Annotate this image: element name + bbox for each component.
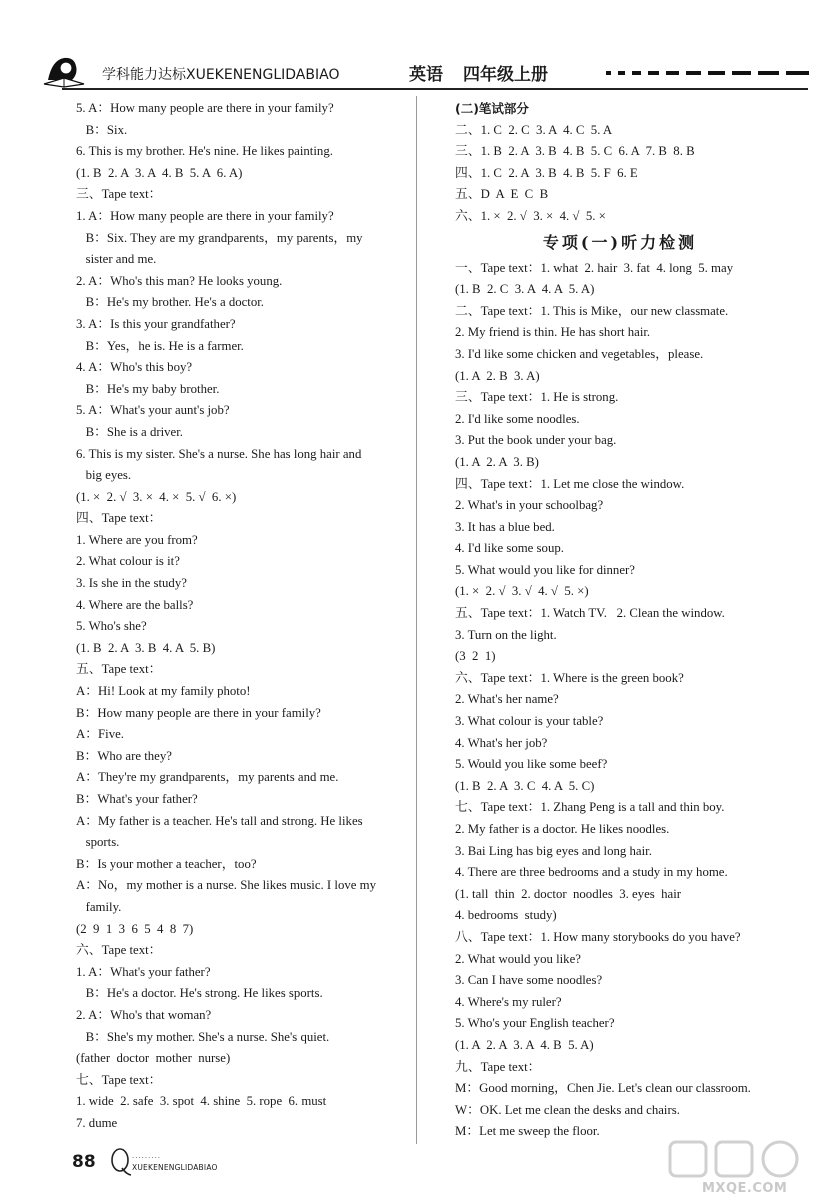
answer-line: W：OK. Let me clean the desks and chairs. [455, 1102, 680, 1117]
answer-line: B：He's my baby brother. [76, 381, 220, 396]
answer-line: 5. Would you like some beef? [455, 757, 608, 772]
answer-line: 4. A：Who's this boy? [76, 360, 193, 375]
answer-line: 5. A：How many people are there in your family? [76, 101, 334, 115]
answer-line: 2. My father is a doctor. He likes noodles. [455, 822, 670, 836]
answer-line: 6. This is my brother. He's nine. He likes painting. [76, 144, 333, 159]
answer-line: A：Five. [76, 727, 124, 742]
answer-line: 三、Tape text：1. He is strong. [455, 390, 619, 405]
answer-line: 6. This is my sister. She's a nurse. She has long hair and [76, 446, 362, 461]
answer-line: 2. My friend is thin. He has short hair. [455, 325, 651, 340]
answer-line: 八、Tape text：1. How many storybooks do you have? [455, 929, 741, 944]
answer-line: A：No，my mother is a nurse. She likes music. I love my [76, 878, 376, 893]
header-dash-ornament [606, 66, 809, 80]
answer-line: B：She's my mother. She's a nurse. She's quiet. [76, 1029, 330, 1044]
column-divider [416, 96, 417, 1144]
answer-line: 九、Tape text： [455, 1059, 541, 1074]
answer-line: (3 2 1) [455, 649, 496, 664]
answer-line: 7. dume [76, 1115, 118, 1130]
answer-line: B：He's my brother. He's a doctor. [76, 295, 265, 310]
answer-line: M：Let me sweep the floor. [455, 1124, 600, 1139]
answer-line: 5. A：What's your aunt's job? [76, 403, 230, 418]
answer-line: 四、Tape text：1. Let me close the window. [455, 476, 685, 491]
section-heading: (二)笔试部分 [455, 101, 529, 116]
right-answer-column [455, 98, 785, 1143]
answer-line: A：Hi! Look at my family photo! [76, 684, 251, 699]
answer-line: 3. A：Is this your grandfather? [76, 316, 236, 331]
answer-line: (1. B 2. A 3. A 4. B 5. A 6. A) [76, 165, 243, 180]
answer-line: family. [76, 899, 122, 914]
answer-line: 4. Where are the balls? [76, 597, 194, 612]
answer-line: 三、1. B 2. A 3. B 4. B 5. C 6. A 7. B 8. B [455, 144, 695, 159]
watermark-url: MXQE.COM [702, 1181, 788, 1196]
answer-line: (2 9 1 3 6 5 4 8 7) [76, 921, 194, 936]
answer-line: 1. Where are you from? [76, 532, 198, 547]
answer-line: 1. A：What's your father? [76, 964, 211, 979]
answer-line: M：Good morning，Chen Jie. Let's clean our classroom. [455, 1081, 751, 1096]
answer-line: 2. What's in your schoolbag? [455, 498, 604, 513]
answer-line: (1. × 2. √ 3. × 4. × 5. √ 6. ×) [76, 489, 237, 504]
header-rule [62, 88, 808, 90]
grade-label: 四年级上册 [463, 65, 548, 85]
answer-line: 一、Tape text：1. what 2. hair 3. fat 4. long 5. may [455, 260, 734, 275]
answer-line: 七、Tape text：1. Zhang Peng is a tall and thin boy. [455, 800, 725, 815]
answer-line: 4. Where's my ruler? [455, 994, 562, 1009]
answer-line: 1. wide 2. safe 3. spot 4. shine 5. rope 6. must [76, 1094, 327, 1109]
answer-line: 四、1. C 2. A 3. B 4. B 5. F 6. E [455, 165, 638, 180]
answer-line: 2. A：Who's this man? He looks young. [76, 273, 283, 288]
subject-label: 英语 [409, 65, 443, 85]
left-answer-column [76, 98, 402, 1135]
brand-title: 学科能力达标XUEKENENGLIDABIAO [102, 67, 340, 83]
answer-line: 2. I'd like some noodles. [455, 411, 580, 426]
answer-line: 2. A：Who's that woman? [76, 1007, 212, 1022]
answer-line: big eyes. [76, 468, 132, 483]
answer-line: sister and me. [76, 252, 157, 267]
answer-line: 二、Tape text：1. This is Mike，our new classmate. [455, 303, 729, 318]
answer-line: 五、Tape text：1. Watch TV. 2. Clean the window. [455, 606, 725, 621]
reading-girl-logo-icon [42, 50, 86, 88]
answer-line: B：How many people are there in your family? [76, 705, 321, 720]
answer-line: B：Six. They are my grandparents，my parents，my [76, 230, 363, 245]
answer-line: B：Six. [76, 122, 128, 137]
answer-line: 六、1. × 2. √ 3. × 4. √ 5. × [455, 208, 606, 223]
answer-line: 2. What would you like? [455, 951, 581, 966]
answer-line: (1. A 2. A 3. A 4. B 5. A) [455, 1037, 594, 1052]
answer-line: 六、Tape text： [76, 943, 162, 958]
answer-line: 二、1. C 2. C 3. A 4. C 5. A [455, 122, 613, 137]
footer-dots: ········· [132, 1154, 162, 1162]
answer-line: 4. What's her job? [455, 735, 548, 750]
answer-line: 2. What's her name? [455, 692, 559, 707]
answer-line: 五、D A E C B [455, 187, 549, 202]
answer-line: 3. It has a blue bed. [455, 519, 555, 534]
answer-line: 5. Who's she? [76, 619, 147, 634]
answer-line: B：Who are they? [76, 748, 172, 763]
answer-line: 3. Turn on the light. [455, 627, 557, 642]
answer-line: 3. Is she in the study? [76, 576, 187, 591]
answer-line: 3. I'd like some chicken and vegetables，please. [455, 346, 704, 361]
answer-line: B：He's a doctor. He's strong. He likes sports. [76, 986, 323, 1001]
answer-line: B：She is a driver. [76, 424, 183, 439]
answer-line: 六、Tape text：1. Where is the green book? [455, 670, 684, 685]
answer-line: 三、Tape text： [76, 187, 162, 202]
answer-line: A：They're my grandparents，my parents and me. [76, 770, 339, 785]
q-logo-icon [108, 1146, 132, 1176]
answer-line: 3. Put the book under your bag. [455, 433, 617, 448]
answer-line: 4. I'd like some soup. [455, 541, 564, 556]
answer-line: (1. tall thin 2. doctor noodles 3. eyes hair [455, 886, 682, 901]
answer-line: sports. [76, 835, 120, 850]
answer-line: 3. Bai Ling has big eyes and long hair. [455, 843, 652, 858]
page-header [0, 0, 818, 92]
answer-line: 4. There are three bedrooms and a study in my home. [455, 865, 728, 880]
answer-line: 2. What colour is it? [76, 554, 180, 569]
answer-line: 3. What colour is your table? [455, 714, 604, 729]
answer-line: 五、Tape text： [76, 662, 162, 677]
answer-line: B：What's your father? [76, 792, 198, 806]
answer-line: (1. B 2. A 3. B 4. A 5. B) [76, 640, 216, 655]
page-number: 88 [72, 1152, 96, 1172]
answer-line: (father doctor mother nurse) [76, 1051, 231, 1066]
answer-line: (1. B 2. C 3. A 4. A 5. A) [455, 282, 595, 297]
answer-line: 5. Who's your English teacher? [455, 1016, 615, 1031]
answer-line: 4. bedrooms study) [455, 908, 557, 923]
answer-line: A：My father is a teacher. He's tall and strong. He likes [76, 813, 363, 828]
answer-line: 七、Tape text： [76, 1072, 162, 1087]
answer-line: (1. A 2. A 3. B) [455, 454, 539, 469]
answer-line: (1. A 2. B 3. A) [455, 368, 540, 383]
answer-line: (1. × 2. √ 3. √ 4. √ 5. ×) [455, 584, 589, 599]
answer-line: B：Yes，he is. He is a farmer. [76, 338, 244, 353]
answer-line: (1. B 2. A 3. C 4. A 5. C) [455, 778, 595, 793]
footer-brand: XUEKENENGLIDABIAO [132, 1163, 218, 1172]
answer-line: 四、Tape text： [76, 511, 162, 526]
answer-line: B：Is your mother a teacher，too? [76, 856, 257, 871]
section-title: 专项(一)听力检测 [542, 232, 698, 252]
answer-line: 5. What would you like for dinner? [455, 562, 635, 577]
answer-line: 3. Can I have some noodles? [455, 973, 603, 988]
answer-line: 1. A：How many people are there in your family? [76, 208, 334, 223]
